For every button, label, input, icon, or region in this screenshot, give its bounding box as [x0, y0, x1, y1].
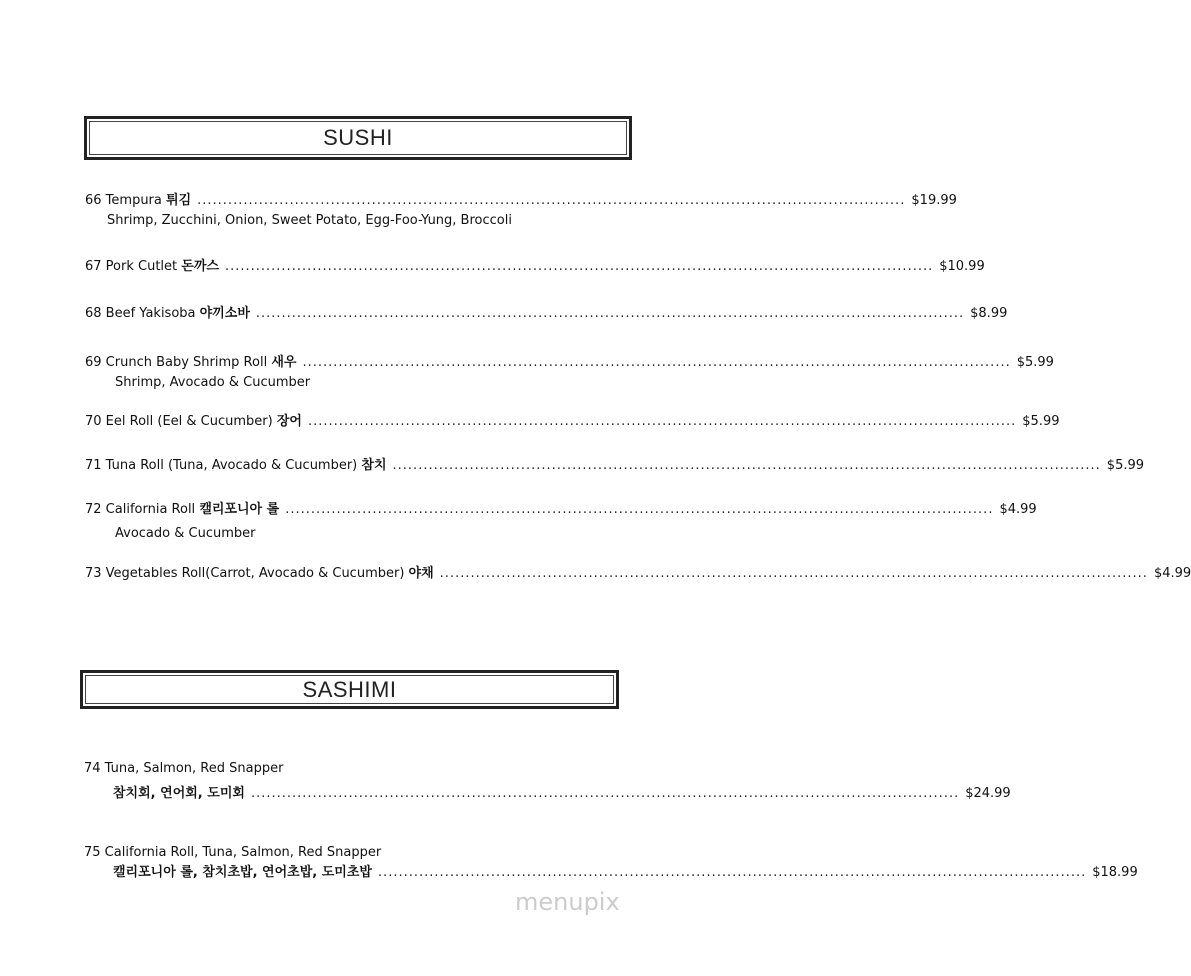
leader-dots: .......................................................................................................................................... — [377, 865, 1087, 880]
sushi-section-header — [84, 116, 632, 160]
menu-item-69 — [85, 355, 1054, 371]
leader-dots: .......................................................................................................................................... — [255, 306, 965, 321]
item-korean: 튀김 — [166, 193, 192, 208]
item-name: 73 Vegetables Roll(Carrot, Avocado & Cucumber) — [85, 566, 405, 581]
item-price: $10.99 — [939, 259, 985, 274]
menu-item-73 — [85, 566, 1191, 582]
item-name: 66 Tempura — [85, 193, 162, 208]
leader-dots: .......................................................................................................................................... — [250, 786, 960, 801]
item-price: $5.99 — [1016, 355, 1054, 370]
menu-item-74 — [113, 786, 1011, 802]
item-korean: 돈까스 — [181, 259, 219, 274]
item-description: Shrimp, Avocado & Cucumber — [115, 375, 311, 390]
sashimi-title: SASHIMI — [302, 676, 397, 702]
item-price: $24.99 — [965, 786, 1011, 801]
item-price: $4.99 — [999, 502, 1037, 517]
item-korean: 캘리포니아 롤 — [199, 502, 280, 517]
menupix-watermark: menupix — [515, 888, 620, 916]
leader-dots: .......................................................................................................................................... — [439, 566, 1148, 581]
leader-dots: .......................................................................................................................................... — [302, 355, 1011, 370]
leader-dots: .......................................................................................................................................... — [392, 458, 1101, 473]
item-name: 67 Pork Cutlet — [85, 259, 178, 274]
menu-item-75 — [113, 865, 1138, 881]
item-name: 75 California Roll, Tuna, Salmon, Red Snapper — [84, 845, 382, 860]
item-korean: 캘리포니아 롤, 참치초밥, 연어초밥, 도미초밥 — [113, 865, 372, 880]
item-price: $18.99 — [1092, 865, 1138, 880]
item-price: $19.99 — [911, 193, 957, 208]
item-price: $8.99 — [970, 306, 1008, 321]
item-description: Avocado & Cucumber — [115, 526, 256, 541]
leader-dots: .......................................................................................................................................... — [308, 414, 1017, 429]
item-korean: 참치회, 연어회, 도미회 — [113, 786, 245, 801]
item-name: 72 California Roll — [85, 502, 196, 517]
item-name: 70 Eel Roll (Eel & Cucumber) — [85, 414, 273, 429]
item-name: 68 Beef Yakisoba — [85, 306, 196, 321]
menu-item-67 — [85, 259, 985, 275]
item-name: 71 Tuna Roll (Tuna, Avocado & Cucumber) — [85, 458, 358, 473]
menu-item-70 — [85, 414, 1060, 430]
sushi-title: SUSHI — [323, 125, 393, 150]
item-korean: 새우 — [271, 355, 297, 370]
item-korean: 참치 — [361, 458, 387, 473]
item-korean: 장어 — [276, 414, 302, 429]
item-name: 69 Crunch Baby Shrimp Roll — [85, 355, 268, 370]
item-price: $4.99 — [1153, 566, 1191, 581]
menu-item-68 — [85, 306, 1008, 322]
item-price: $5.99 — [1106, 458, 1145, 473]
item-name: 74 Tuna, Salmon, Red Snapper — [84, 761, 284, 776]
item-description: Shrimp, Zucchini, Onion, Sweet Potato, Egg-Foo-Yung, Broccoli — [107, 213, 512, 228]
sashimi-section-header — [80, 670, 619, 709]
item-korean: 야채 — [408, 566, 434, 581]
menu-item-66 — [85, 193, 957, 209]
leader-dots: .......................................................................................................................................... — [197, 193, 906, 208]
item-price: $5.99 — [1022, 414, 1060, 429]
leader-dots: .......................................................................................................................................... — [285, 502, 994, 517]
menu-item-71 — [85, 458, 1145, 474]
menu-item-72 — [85, 502, 1037, 518]
item-korean: 야끼소바 — [199, 306, 250, 321]
leader-dots: .......................................................................................................................................... — [224, 259, 934, 274]
